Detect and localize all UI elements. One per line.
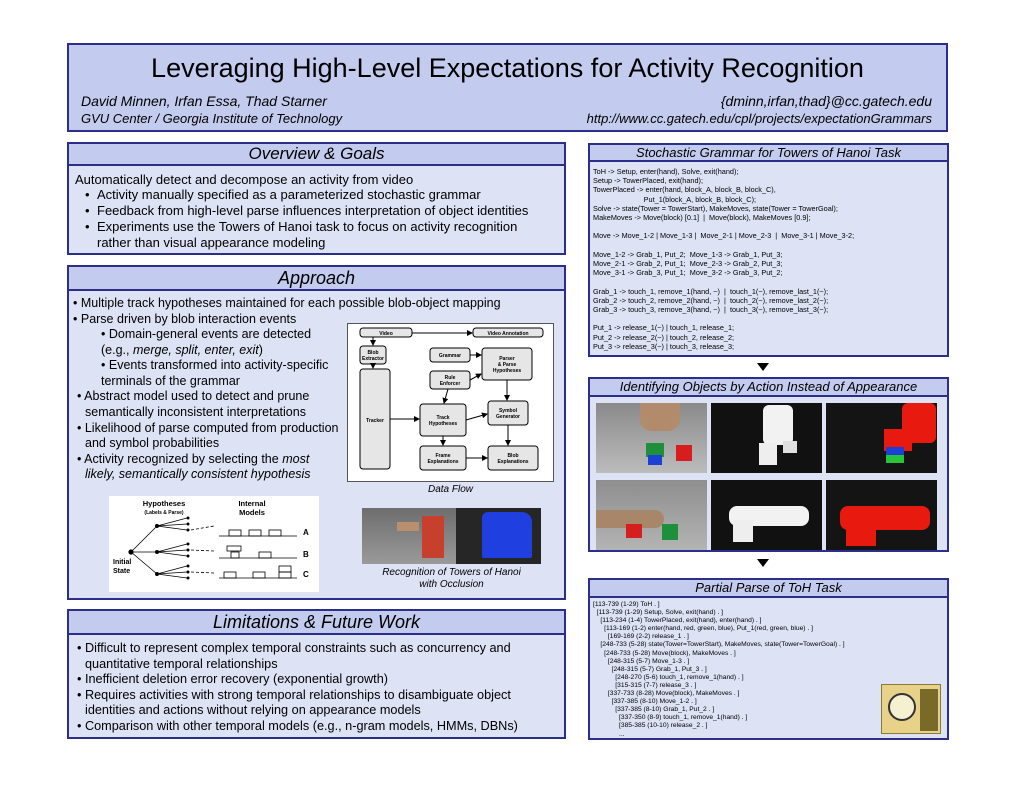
svg-text:Explanations: Explanations <box>497 459 529 465</box>
grammar-line: Grab_3 -> touch_3, remove_3(hand, ~) | touch_3(~), remove_last_3(~); <box>593 305 829 315</box>
frame-photo <box>596 480 707 550</box>
partial-line: [113-234 (1-4) TowerPlaced, exit(hand), enter(hand) . ] <box>593 617 762 625</box>
partial-line: [337-385 (8-10) Grab_1, Put_2 . ] <box>593 706 715 714</box>
hand-blob <box>763 405 793 445</box>
bullet-text: Parse driven by blob interaction events <box>80 311 297 326</box>
bullet-em: most likely, semantically consistent hypothesis <box>85 451 311 482</box>
bullet-text: Comparison with other temporal models (e.g., n-gram models, HMMs, DBNs) <box>84 718 518 733</box>
occlusion-caption-line: with Occlusion <box>419 579 484 590</box>
partial-line: [248-270 (5-6) touch_1, remove_1(hand) . ] <box>593 673 744 681</box>
df-annotation: Video Annotation <box>487 331 529 337</box>
grammar-line: Put_2 -> release_2(~) | touch_2, release_2; <box>593 332 735 342</box>
df-tracker: Tracker <box>366 418 384 424</box>
tree-labels-label: (Labels & Parse) <box>144 510 184 516</box>
list-item: • Feedback from high-level parse influences interpretation of object identities <box>83 203 563 219</box>
label-photo <box>826 403 937 473</box>
project-url: http://www.cc.gatech.edu/cpl/projects/expectationGrammars <box>586 111 932 126</box>
grammar-line: MakeMoves -> Move(block) [0.1] | Move(block), MakeMoves [0.9]; <box>593 213 811 223</box>
svg-text:Parser: Parser <box>499 356 515 362</box>
grammar-panel <box>588 143 949 357</box>
bullet-text: Difficult to represent complex temporal constraints such as concurrency and quantitative temporal relationships <box>84 641 511 671</box>
limitations-bullets <box>73 641 563 735</box>
svg-text:Extractor: Extractor <box>362 356 384 362</box>
list-item: • Inefficient deletion error recovery (exponential growth) <box>77 672 388 687</box>
bullet-text: Activity recognized by selecting the <box>84 451 283 466</box>
grammar-line: Move_1-2 -> Grab_1, Put_2; Move_1-3 -> Grab_1, Put_3; <box>593 249 783 259</box>
occluding-box <box>422 516 444 558</box>
tree-models-label: Models <box>239 508 265 517</box>
data-flow-caption: Data Flow <box>427 484 473 495</box>
tree-a-label: A <box>303 528 309 537</box>
email: {dminn,irfan,thad}@cc.gatech.edu <box>720 93 932 109</box>
poster-title: Leveraging High-Level Expectations for Activity Recognition <box>151 53 864 83</box>
partial-line: ... <box>593 730 625 738</box>
hypothesis-tree <box>109 496 319 592</box>
grammar-line: Grab_1 -> touch_1, remove_1(hand, ~) | touch_1(~), remove_last_1(~); <box>593 286 829 296</box>
df-blob-extractor: Blob <box>367 350 379 356</box>
arrow-down-icon <box>757 363 769 371</box>
blue-block <box>648 455 662 465</box>
logo-bar <box>920 689 938 731</box>
grammar-line: Put_3 -> release_3(~) | touch_3, release_3; <box>593 341 735 351</box>
svg-text:Blob: Blob <box>507 453 519 459</box>
mask-photo <box>711 403 822 473</box>
tree-state-label: State <box>113 568 131 575</box>
svg-text:Frame: Frame <box>435 453 451 459</box>
approach-panel <box>67 265 566 600</box>
grammar-line <box>593 314 854 323</box>
svg-text:Track: Track <box>436 415 450 421</box>
grammar-line: Grab_2 -> touch_2, remove_2(hand, ~) | touch_2(~), remove_last_2(~); <box>593 295 829 305</box>
partial-line: [385-385 (10-10) release_2 . ] <box>593 722 708 730</box>
partial-line: [248-315 (5-7) Grab_1, Put_3 . ] <box>593 665 707 673</box>
list-item: • Requires activities with strong temporal relationships to disambiguate object identities and actions without relying on appearance models <box>77 687 511 718</box>
grammar-line: ToH -> Setup, enter(hand), Solve, exit(hand); <box>593 167 739 176</box>
list-item: • Domain-general events are detected (e.g., merge, split, enter, exit) <box>101 327 312 357</box>
list-item: • Activity recognized by selecting the most likely, semantically consistent hypothesis <box>77 451 311 482</box>
grammar-line: Solve -> state(Tower = TowerStart), MakeMoves, state(Tower = TowerGoal); <box>593 203 838 213</box>
overview-bullets <box>83 187 563 251</box>
block-blob <box>733 520 753 542</box>
blue-blob <box>482 512 532 558</box>
tree-b-label: B <box>303 550 309 559</box>
occlusion-caption-line: Recognition of Towers of Hanoi <box>382 567 521 578</box>
red-blob <box>846 524 876 546</box>
block-blob <box>759 443 777 465</box>
partial-line: [337-350 (8-9) touch_1, remove_1(hand) . ] <box>593 714 748 722</box>
limitations-panel <box>67 609 566 739</box>
limitations-heading: Limitations & Future Work <box>69 611 564 635</box>
list-item: • Comparison with other temporal models (e.g., n-gram models, HMMs, DBNs) <box>77 718 518 733</box>
bullet-text: Inefficient deletion error recovery (exponential growth) <box>84 672 388 687</box>
data-flow-svg <box>348 324 553 481</box>
svg-text:Generator: Generator <box>496 414 520 420</box>
partial-code <box>593 601 845 739</box>
list-item: • Experiments use the Towers of Hanoi task to focus on activity recognition rather than visual appearance modeling <box>83 219 543 251</box>
svg-text:Hypotheses: Hypotheses <box>428 421 458 427</box>
logo-seal <box>888 693 916 721</box>
list-item: • Abstract model used to detect and prune semantically inconsistent interpretations <box>77 389 310 419</box>
green-blob <box>886 455 904 463</box>
svg-text:Rule: Rule <box>444 375 456 381</box>
hand-shape <box>397 522 419 531</box>
partial-line: [315-315 (7-7) release_3 . ] <box>593 681 697 689</box>
bullet-text: Abstract model used to detect and prune semantically inconsistent interpretations <box>84 389 310 419</box>
tree-c-label: C <box>303 570 309 579</box>
list-item: • Parse driven by blob interaction events <box>73 311 297 326</box>
grammar-code <box>593 167 854 351</box>
partial-line: [337-385 (8-10) Move_1-2 . ] <box>593 698 697 706</box>
hypothesis-tree-svg <box>109 496 319 592</box>
svg-text:Hypotheses: Hypotheses <box>492 368 522 374</box>
partial-line: [113-739 (1-29) Setup, Solve, exit(hand) . ] <box>593 609 723 617</box>
svg-text:Explanations: Explanations <box>427 459 459 465</box>
bullet-text: Domain-general events are detected (e.g., <box>101 327 312 357</box>
grammar-line: Move_2-1 -> Grab_2, Put_1; Move_2-3 -> Grab_2, Put_3; <box>593 259 783 269</box>
logo-icon <box>881 684 941 734</box>
svg-text:Symbol: Symbol <box>498 408 518 414</box>
red-block <box>626 524 642 538</box>
mask-photo <box>711 480 822 550</box>
block-blob <box>783 441 797 453</box>
tree-hypotheses-label: Hypotheses <box>142 499 186 508</box>
title-panel <box>67 43 948 132</box>
authors: David Minnen, Irfan Essa, Thad Starner <box>81 93 327 109</box>
label-photo <box>826 480 937 550</box>
list-item: • Multiple track hypotheses maintained for each possible blob-object mapping <box>73 296 501 310</box>
grammar-line <box>593 277 854 286</box>
partial-line: [248-733 (5-28) state(Tower=TowerStart), MakeMoves, state(Tower=TowerGoal) . ] <box>593 641 845 649</box>
df-video: Video <box>379 331 393 337</box>
grammar-heading: Stochastic Grammar for Towers of Hanoi Task <box>590 145 947 162</box>
partial-line: [248-733 (5-28) Move(block), MakeMoves . ] <box>593 649 736 657</box>
red-block <box>676 445 692 461</box>
list-item: • Likelihood of parse computed from production and symbol probabilities <box>77 420 339 451</box>
grammar-line: Put_1(block_A, block_B, block_C); <box>593 194 757 204</box>
grammar-line <box>593 222 854 231</box>
grammar-line: TowerPlaced -> enter(hand, block_A, block_B, block_C), <box>593 185 776 195</box>
bullet-text: Likelihood of parse computed from production and symbol probabilities <box>84 420 339 451</box>
overview-panel <box>67 142 566 255</box>
partial-line: [169-169 (2-2) release_1 . ] <box>593 633 689 641</box>
partial-line: [113-169 (1-2) enter(hand, red, green, blue), Put_1(red, green, blue) . ] <box>593 625 813 633</box>
bullet-text: Multiple track hypotheses maintained for each possible blob-object mapping <box>80 296 501 310</box>
identifying-heading: Identifying Objects by Action Instead of Appearance <box>590 379 947 397</box>
overview-intro: Automatically detect and decompose an activity from video <box>75 172 414 187</box>
df-grammar: Grammar <box>438 353 462 359</box>
arrow-down-icon <box>757 559 769 567</box>
overview-heading: Overview & Goals <box>69 144 564 166</box>
occlusion-photo <box>362 508 541 564</box>
affiliation: GVU Center / Georgia Institute of Technology <box>81 111 343 126</box>
occlusion-caption <box>359 567 544 591</box>
grammar-line: Move_3-1 -> Grab_3, Put_1; Move_3-2 -> Grab_3, Put_2; <box>593 268 783 278</box>
grammar-line: Setup -> TowerPlaced, exit(hand); <box>593 176 703 186</box>
partial-heading: Partial Parse of ToH Task <box>590 580 947 598</box>
grammar-line: Move -> Move_1-2 | Move_1-3 | Move_2-1 | Move_2-3 | Move_3-1 | Move_3-2; <box>593 231 855 241</box>
approach-heading: Approach <box>69 267 564 291</box>
green-block <box>662 524 678 540</box>
list-item: • Difficult to represent complex temporal constraints such as concurrency and quantitative temporal relationships <box>77 641 511 671</box>
bullet-text: Requires activities with strong temporal relationships to disambiguate object identities and actions without relying on appearance models <box>84 687 511 718</box>
partial-line: [113-739 (1-29) ToH . ] <box>593 601 660 608</box>
bullet-em: merge, split, enter, exit <box>132 342 259 357</box>
svg-text:Enforcer: Enforcer <box>439 381 461 387</box>
list-item: • Activity manually specified as a parameterized stochastic grammar <box>83 187 563 203</box>
frame-photo <box>596 403 707 473</box>
partial-panel <box>588 578 949 740</box>
bullet-text: Events transformed into activity-specific terminals of the grammar <box>101 358 329 388</box>
identifying-panel <box>588 377 949 552</box>
partial-line: [337-733 (8-28) Move(block), MakeMoves . ] <box>593 690 740 698</box>
hand-shape <box>640 403 680 431</box>
grammar-line: Put_1 -> release_1(~) | touch_1, release_1; <box>593 323 735 333</box>
tree-initial-label: Initial <box>113 559 132 566</box>
svg-text:& Parse: & Parse <box>497 362 517 368</box>
partial-line: [248-315 (5-7) Move_1-3 . ] <box>593 657 690 665</box>
data-flow-diagram <box>347 323 554 482</box>
tree-internal-label: Internal <box>238 499 266 508</box>
bullet-text: ) <box>258 342 263 357</box>
grammar-line <box>593 241 854 250</box>
approach-bullets-left <box>73 327 343 483</box>
list-item: • Events transformed into activity-specific terminals of the grammar <box>101 358 329 388</box>
